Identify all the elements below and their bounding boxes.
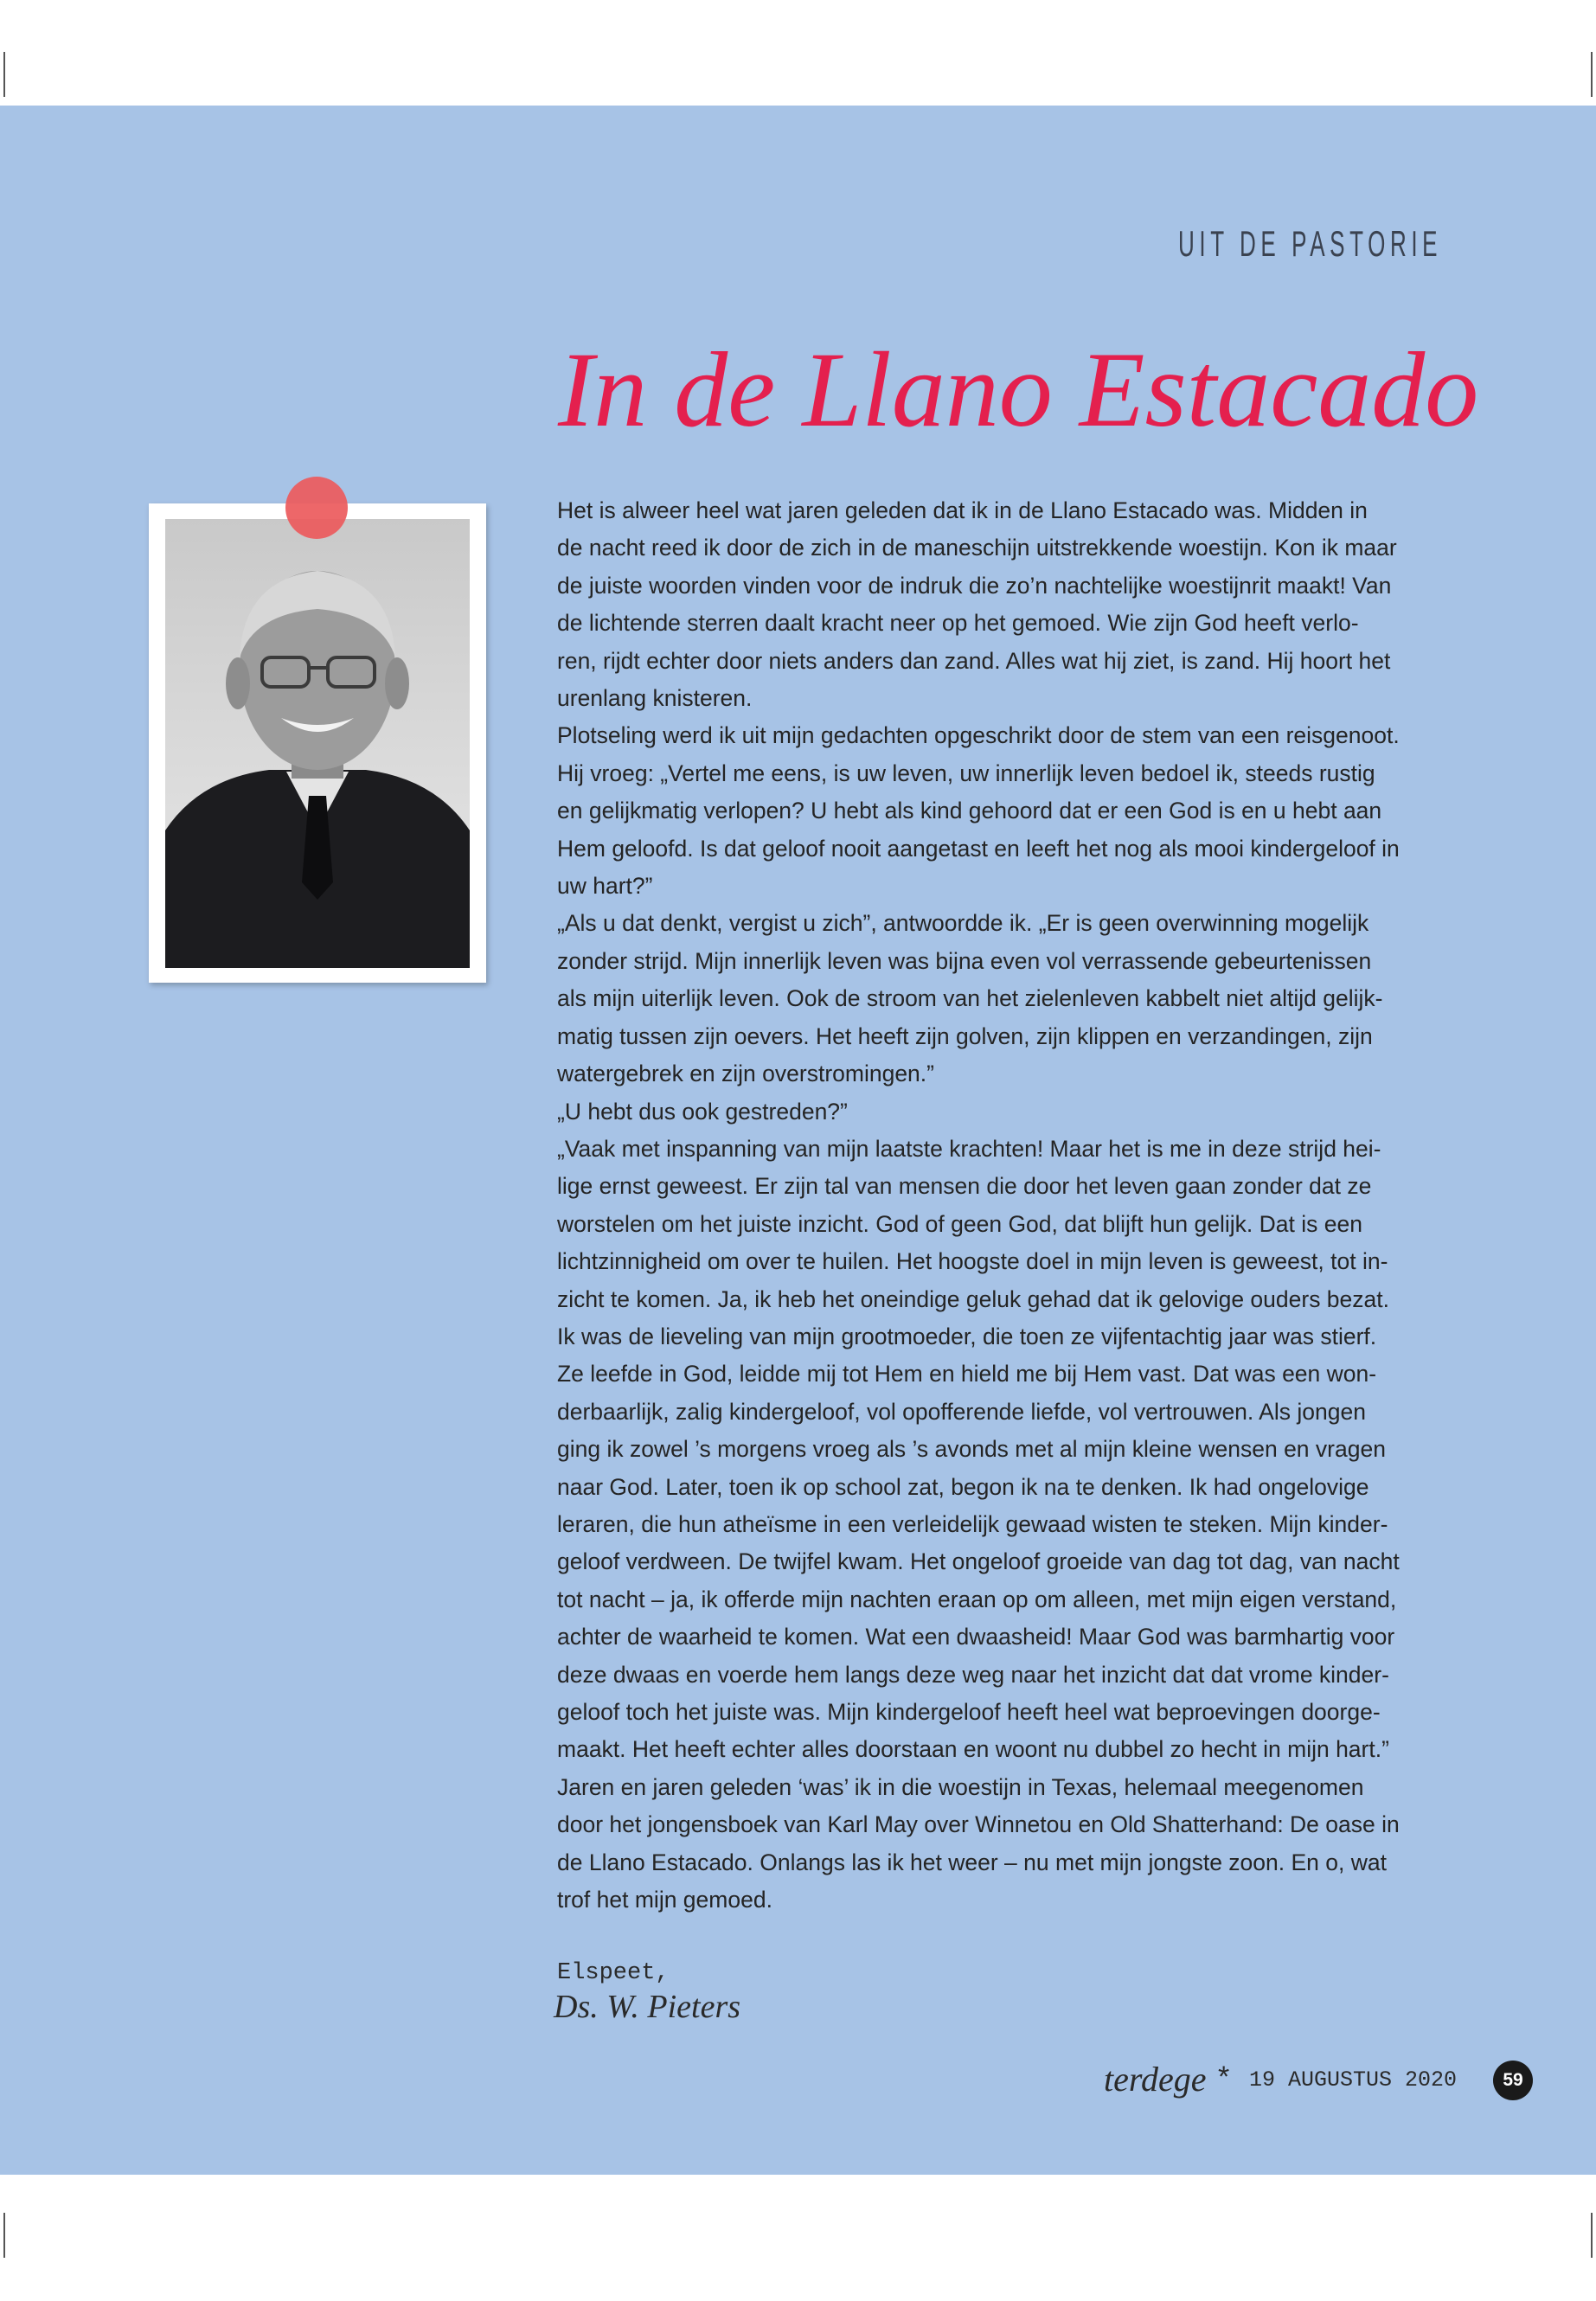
article-line: watergebrek en zijn overstromingen.” [557,1061,934,1087]
crop-mark-top-left [3,52,5,97]
article-line: zicht te komen. Ja, ik heb het oneindige geluk gehad dat ik gelovige ouders bezat. [557,1285,1389,1312]
article-line: naar God. Later, toen ik op school zat, begon ik na te denken. Ik had ongelovige [557,1473,1369,1500]
article-line: ren, rijdt echter door niets anders dan zand. Alles wat hij ziet, is zand. Hij hoort het [557,647,1391,674]
article-line: matig tussen zijn oevers. Het heeft zijn golven, zijn klippen en verzandingen, zijn [557,1022,1373,1049]
article-line: als mijn uiterlijk leven. Ook de stroom van het zielenleven kabbelt niet altijd gelijk- [557,985,1383,1012]
article-line: „Als u dat denkt, vergist u zich”, antwoordde ik. „Er is geen overwinning mogelijk [557,910,1369,937]
article-line: de nacht reed ik door de zich in de maneschijn uitstrekkende woestijn. Kon ik maar [557,535,1397,561]
article-line: lige ernst geweest. Er zijn tal van mensen die door het leven gaan zonder dat ze [557,1173,1372,1200]
crop-mark-top-right [1591,52,1593,97]
article-line: tot nacht – ja, ik offerde mijn nachten eraan op om alleen, met mijn eigen verstand, [557,1586,1397,1612]
article-line: Hem geloofd. Is dat geloof nooit aangetast en leeft het nog als mooi kindergeloof in [557,835,1400,862]
article-line: Hij vroeg: „Vertel me eens, is uw leven, uw innerlijk leven bedoel ik, steeds rustig [557,760,1375,786]
article-line: lichtzinnigheid om over te huilen. Het hoogste doel in mijn leven is geweest, tot in- [557,1248,1388,1275]
article-line: Jaren en jaren geleden ‘was’ ik in die woestijn in Texas, helemaal meegenomen [557,1773,1364,1800]
magazine-logo: terdege [1104,2060,1207,2099]
article-line: de Llano Estacado. Onlangs las ik het weer – nu met mijn jongste zoon. En o, wat [557,1849,1387,1875]
article-body [557,492,1457,1919]
page-title: In de Llano Estacado [558,330,1479,449]
star-separator-icon: * [1218,2061,1230,2093]
article-line: Ze leefde in God, leidde mij tot Hem en hield me bij Hem vast. Dat was een won- [557,1361,1377,1388]
page-number: 59 [1493,2061,1533,2100]
article-line: „Vaak met inspanning van mijn laatste krachten! Maar het is me in deze strijd hei- [557,1135,1381,1162]
photo-frame [149,503,486,983]
article-line: derbaarlijk, zalig kindergeloof, vol opofferende liefde, vol vertrouwen. Als jongen [557,1398,1366,1425]
article-line: geloof verdween. De twijfel kwam. Het ongeloof groeide van dag tot dag, van nacht [557,1548,1400,1575]
article-line: Het is alweer heel wat jaren geleden dat ik in de Llano Estacado was. Midden in [557,497,1368,523]
article-line: leraren, die hun atheïsme in een verleidelijk gewaad wisten te steken. Mijn kinder- [557,1510,1388,1537]
issue-date: 19 AUGUSTUS 2020 [1249,2067,1458,2093]
article-line: zonder strijd. Mijn innerlijk leven was bijna even vol verrassende gebeurtenissen [557,947,1372,974]
article-line: „U hebt dus ook gestreden?” [557,1098,848,1125]
article-line: door het jongensboek van Karl May over Winnetou en Old Shatterhand: De oase in [557,1811,1400,1838]
article-line: uw hart?” [557,873,653,900]
article-line: worstelen om het juiste inzicht. God of geen God, dat blijft hun gelijk. Dat is een [557,1210,1362,1237]
article-line: maakt. Het heeft echter alles doorstaan en woont nu dubbel zo hecht in mijn hart.” [557,1736,1389,1763]
article-line: achter de waarheid te komen. Wat een dwaasheid! Maar God was barmhartig voor [557,1624,1395,1650]
article-line: geloof toch het juiste was. Mijn kindergeloof heeft heel wat beproevingen doorge- [557,1699,1381,1725]
signature-name: Ds. W. Pieters [554,1989,741,2025]
pin-icon [285,477,348,539]
article-line: de lichtende sterren daalt kracht neer op het gemoed. Wie zijn God heeft verlo- [557,610,1359,637]
article-line: Ik was de lieveling van mijn grootmoeder, die toen ze vijfentachtig jaar was stierf. [557,1323,1377,1349]
crop-mark-bottom-left [3,2213,5,2258]
portrait-photo [165,519,470,968]
article-line: deze dwaas en voerde hem langs deze weg naar het inzicht dat dat vrome kinder- [557,1661,1389,1688]
article-line: urenlang knisteren. [557,685,753,712]
section-label: UIT DE PASTORIE [1177,223,1442,264]
article-line: en gelijkmatig verlopen? U hebt als kind gehoord dat er een God is en u hebt aan [557,798,1382,824]
article-line: trof het mijn gemoed. [557,1887,772,1913]
article-line: ging ik zowel ’s morgens vroeg als ’s avonds met al mijn kleine wensen en vragen [557,1436,1386,1463]
article-line: Plotseling werd ik uit mijn gedachten opgeschrikt door de stem van een reisgenoot. [557,722,1400,749]
signature-place: Elspeet, [557,1960,670,1986]
crop-mark-bottom-right [1591,2213,1593,2258]
article-line: de juiste woorden vinden voor de indruk die zo’n nachtelijke woestijnrit maakt! Van [557,572,1392,599]
